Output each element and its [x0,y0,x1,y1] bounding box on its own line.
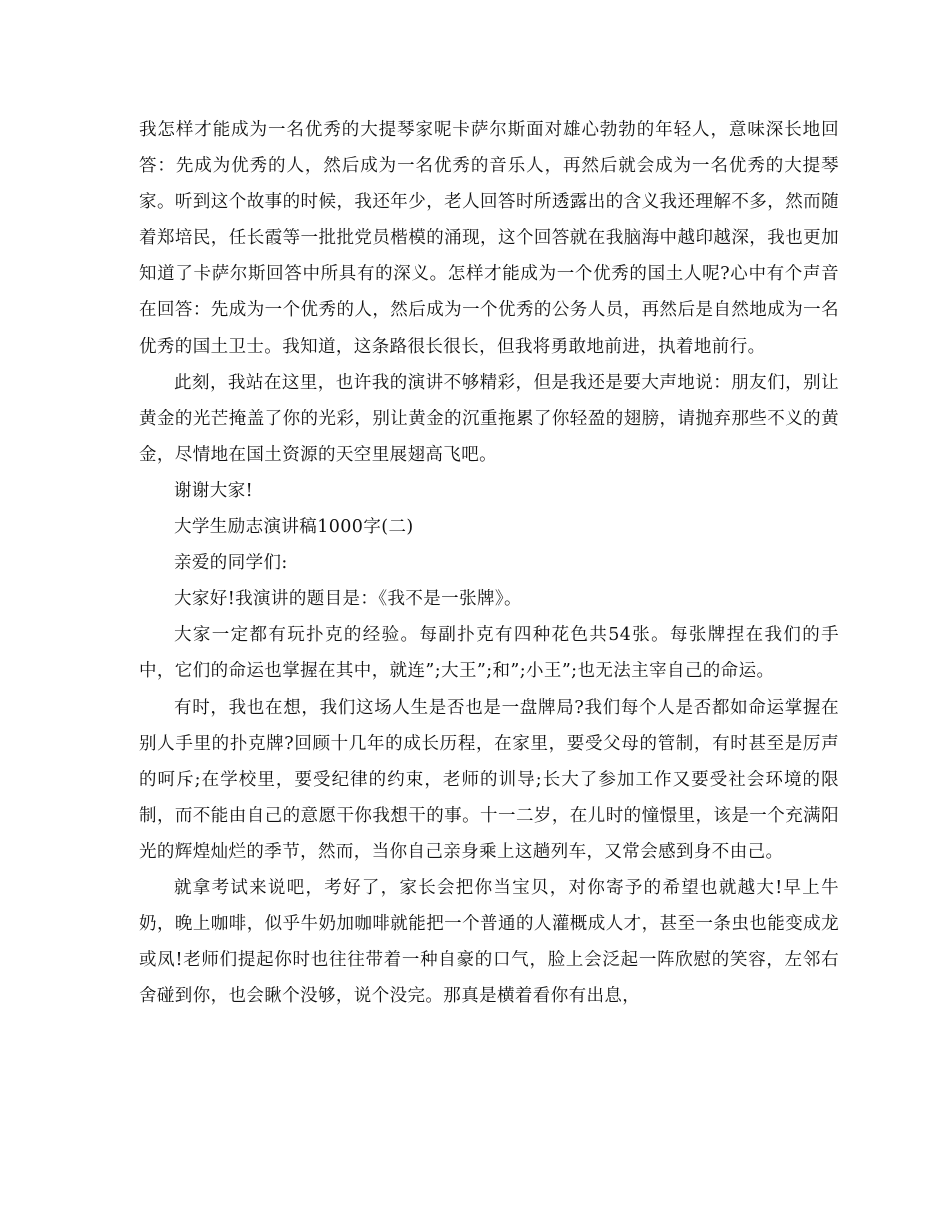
paragraph-2: 此刻，我站在这里，也许我的演讲不够精彩，但是我还是要大声地说：朋友们，别让黄金的光芒掩盖了你的光彩，别让黄金的沉重拖累了你轻盈的翅膀，请抛弃那些不义的黄金，尽情地在国土资源的天空里展翅高飞吧。 [139,372,839,465]
paragraph-8: 有时，我也在想，我们这场人生是否也是一盘牌局?我们每个人是否都如命运掌握在别人手里的扑克牌?回顾十几年的成长历程，在家里，要受父母的管制，有时甚至是厉声的呵斥;在学校里，要受纪律的约束，老师的训导;长大了参加工作又要受社会环境的限制，而不能由自己的意愿干你我想干的事。十一二岁，在儿时的憧憬里，该是一个充满阳光的辉煌灿烂的季节，然而，当你自己亲身乘上这趟列车，又常会感到身不由己。 [139,697,839,862]
salutation: 亲爱的同学们: [174,553,288,574]
paragraph-7: 大家一定都有玩扑克的经验。每副扑克有四种花色共54张。每张牌捏在我们的手中，它们的命运也掌握在其中，就连”;大王”;和”;小王”;也无法主宰自己的命运。 [139,625,839,682]
paragraph-1: 我怎样才能成为一名优秀的大提琴家呢卡萨尔斯面对雄心勃勃的年轻人，意味深长地回答：先成为优秀的人，然后成为一名优秀的音乐人，再然后就会成为一名优秀的大提琴家。听到这个故事的时候，我还年少，老人回答时所透露出的含义我还理解不多，然而随着郑培民，任长霞等一批批党员楷模的涌现，这个回答就在我脑海中越印越深，我也更加知道了卡萨尔斯回答中所具有的深义。怎样才能成为一个优秀的国土人呢?心中有个声音在回答：先成为一个优秀的人，然后成为一个优秀的公务人员，再然后是自然地成为一名优秀的国土卫士。我知道，这条路很长很长，但我将勇敢地前进，执着地前行。 [139,120,839,357]
paragraph-3: 谢谢大家! [174,480,254,501]
section-heading: 大学生励志演讲稿1000字(二) [174,517,414,538]
paragraph-9: 就拿考试来说吧，考好了，家长会把你当宝贝，对你寄予的希望也就越大!早上牛奶，晚上咖啡，似乎牛奶加咖啡就能把一个普通的人灌概成人才，甚至一条虫也能变成龙或凤!老师们提起你时也往往带着一种自豪的口气，脸上会泛起一阵欣慰的笑容，左邻右舍碰到你，也会瞅个没够，说个没完。那真是横着看你有出息， [139,877,839,1007]
paragraph-6: 大家好!我演讲的题目是：《我不是一张牌》。 [174,589,522,610]
document-body [139,112,839,1014]
